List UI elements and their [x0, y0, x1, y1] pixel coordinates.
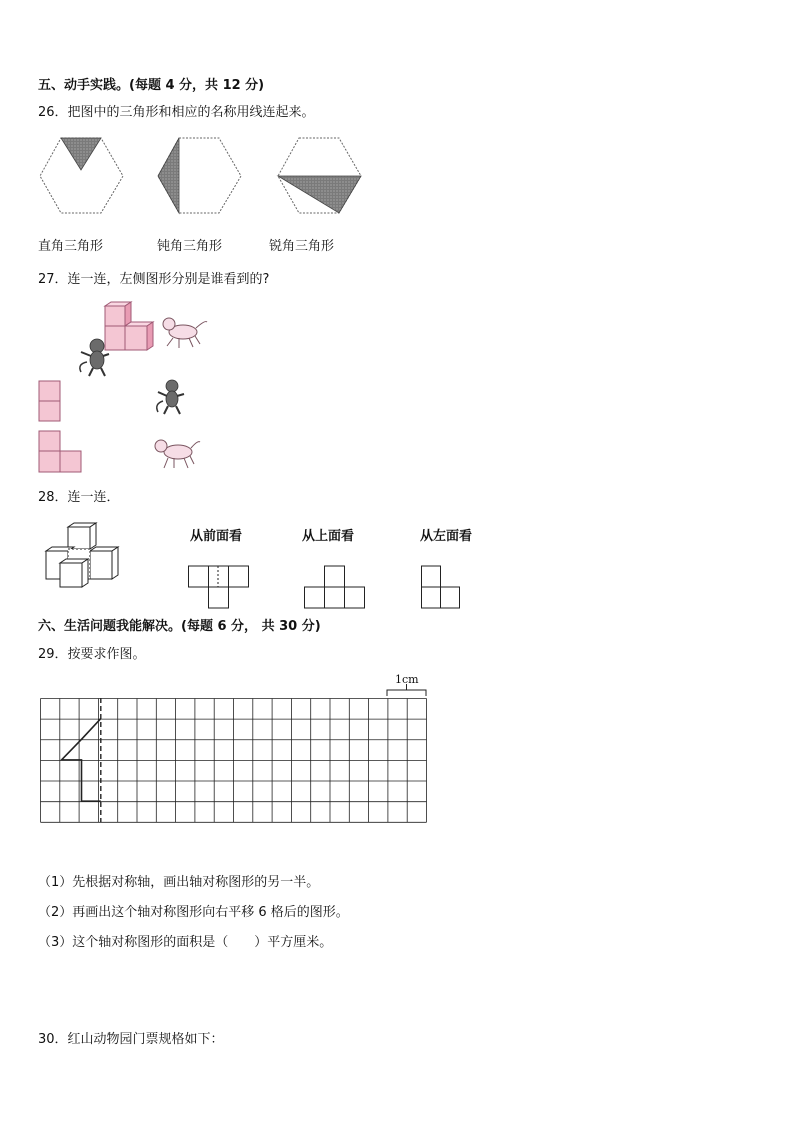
q29-part-2: （2）再画出这个轴对称图形向右平移 6 格后的图形。 — [38, 905, 349, 920]
q29-part-3: （3）这个轴对称图形的面积是（ ）平方厘米。 — [38, 935, 333, 950]
q27-cube-stack-with-animals — [75, 300, 215, 380]
view-label-left: 从左面看 — [420, 529, 473, 544]
left-view-shape — [421, 565, 465, 609]
q29-part-1: （1）先根据对称轴，画出轴对称图形的另一半。 — [38, 875, 320, 890]
monkey-figure-2 — [157, 380, 184, 414]
triangle-name-acute: 锐角三角形 — [269, 239, 335, 254]
q29-square-grid — [40, 698, 428, 823]
q26-hexagon-figures — [38, 136, 368, 218]
question-28: 28．连一连． — [38, 490, 120, 505]
hexagon-acute-triangle — [278, 138, 361, 213]
section6-heading: 六、生活问题我能解决。(每题 6 分， 共 30 分) — [38, 619, 321, 634]
half-figure — [62, 719, 101, 802]
question-26: 26．把图中的三角形和相应的名称用线连起来。 — [38, 105, 315, 120]
question-27: 27．连一连，左侧图形分别是谁看到的? — [38, 272, 270, 287]
triangle-name-right: 直角三角形 — [38, 239, 104, 254]
hexagon-right-triangle — [40, 138, 123, 213]
view-two-stacked-squares — [39, 381, 60, 421]
view-label-front: 从前面看 — [190, 529, 243, 544]
front-view-shape — [188, 565, 250, 609]
question-30: 30．红山动物园门票规格如下： — [38, 1032, 224, 1047]
pink-cube-stack — [105, 302, 153, 350]
question-29: 29．按要求作图。 — [38, 647, 146, 662]
scale-bracket — [386, 684, 428, 698]
dog-figure — [163, 318, 207, 348]
q28-cube-arrangement — [42, 523, 118, 589]
q27-views-and-viewers — [38, 380, 208, 475]
view-l-shape — [39, 431, 81, 472]
dog-figure-2 — [155, 440, 200, 468]
scale-label: 1cm — [395, 673, 419, 686]
top-view-shape — [304, 565, 366, 609]
view-label-top: 从上面看 — [302, 529, 355, 544]
hexagon-obtuse-triangle — [158, 138, 241, 213]
section5-heading: 五、动手实践。(每题 4 分，共 12 分) — [38, 78, 265, 93]
triangle-name-obtuse: 钝角三角形 — [157, 239, 223, 254]
